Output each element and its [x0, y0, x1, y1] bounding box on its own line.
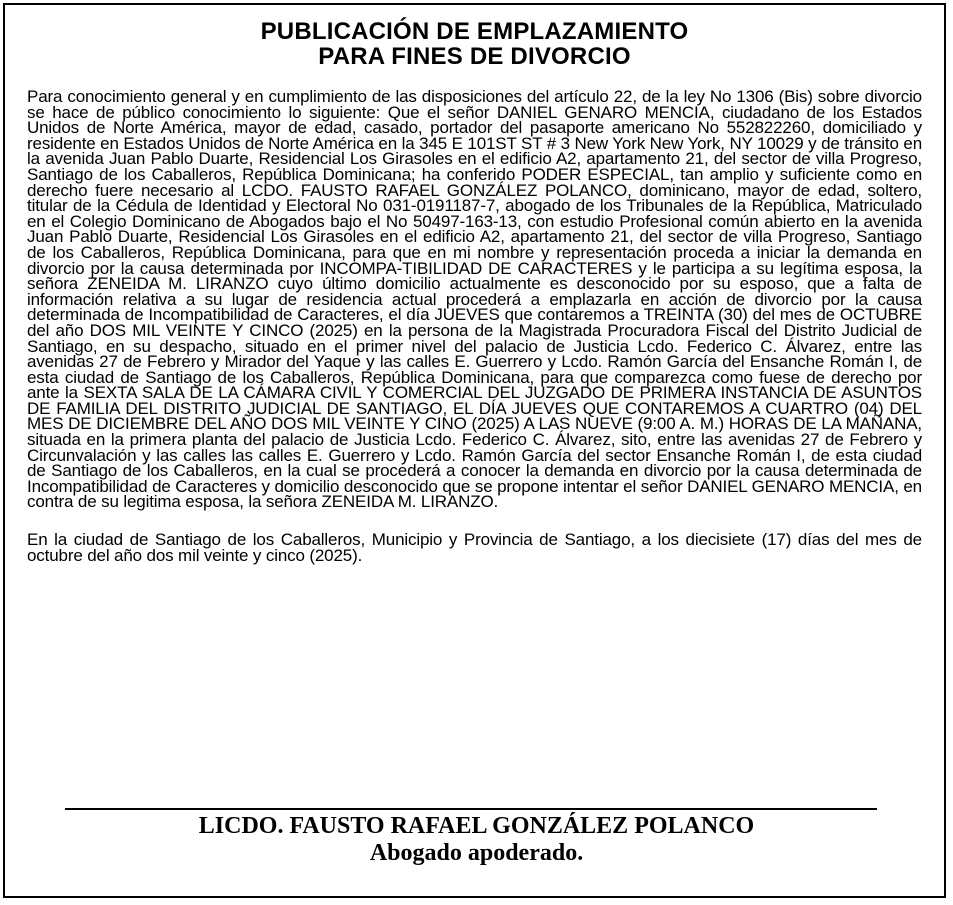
title-line-2: PARA FINES DE DIVORCIO	[318, 43, 631, 70]
signature-block	[0, 813, 953, 867]
notice-closing-paragraph: En la ciudad de Santiago de los Caballeros, Municipio y Provincia de Santiago, a los diecisiete (17) días del mes de octubre del año dos mil veinte y cinco (2025).	[27, 530, 922, 565]
title-line-1: PUBLICACIÓN DE EMPLAZAMIENTO	[260, 18, 689, 45]
signer-role: Abogado apoderado.	[369, 840, 584, 866]
notice-body-paragraph: Para conocimiento general y en cumplimiento de las disposiciones del artículo 22, de la ley No 1306 (Bis) sobre divorcio se hace de público conocimiento lo siguiente: Que el señor DANIEL GENARO MENCIA, ciudadano de los Estados Unidos de Norte América, mayor de edad, casado, portador del pasaporte americano No 552822260, domiciliado y residente en Estados Unidos de Norte América en la 345 E 101ST ST # 3 New York New York, NY 10029 y de tránsito en la avenida Juan Pablo Duarte, Residencial Los Girasoles en el edificio A2, apartamento 21, del sector de villa Progreso, Santiago de los Caballeros, República Dominicana; ha conferido PODER ESPECIAL, tan amplio y suficiente como en derecho fuere necesario al LCDO. FAUSTO RAFAEL GONZÁLEZ POLANCO, dominicano, mayor de edad, soltero, titular de la Cédula de Identidad y Electoral No 031-0191187-7, abogado de los Tribunales de la República, Matriculado en el Colegio Dominicano de Abogados bajo el No 50497-163-13, con estudio Profesional común abierto en la avenida Juan Pablo Duarte, Residencial Los Girasoles en el edificio A2, apartamento 21, del sector de villa Progreso, Santiago de los Caballeros, República Dominicana, para que en mi nombre y representación proceda a iniciar la demanda en divorcio por la causa determinada por INCOMPA-TIBILIDAD DE CARACTERES y le participa a su legítima esposa, la señora ZENEIDA M. LIRANZO cuyo último domicilio actualmente es desconocido por su esposo, que a falta de información relativa a su lugar de residencia actual procederá a emplazarla en acción de divorcio por la causa determinada de Incompatibilidad de Caracteres, el día JUEVES que contaremos a TREINTA (30) del mes de OCTUBRE del año DOS MIL VEINTE Y CINCO (2025) en la persona de la Magistrada Procuradora Fiscal del Distrito Judicial de Santiago, en su despacho, situado en el primer nivel del palacio de Justicia Lcdo. Federico C. Álvarez, entre las avenidas 27 de Febrero y Mirador del Yaque y las calles E. Guerrero y Lcdo. Ramón García del Ensanche Román I, de esta ciudad de Santiago de los Caballeros, República Dominicana, para que comparezca como fuese de derecho por ante la SEXTA SALA DE LA CÁMARA CIVIL Y COMERCIAL DEL JUZGADO DE PRIMERA INSTANCIA DE ASUNTOS DE FAMILIA DEL DISTRITO JUDICIAL DE SANTIAGO, EL DÍA JUEVES QUE CONTAREMOS A CUARTRO (04) DEL MES DE DICIEMBRE DEL AÑO DOS MIL VEINTE Y CINO (2025) A LAS NUEVE (9:00 A. M.) HORAS DE LA MAÑANA, situada en la primera planta del palacio de Justicia Lcdo. Federico C. Álvarez, sito, entre las avenidas 27 de Febrero y Circunvalación y las calles las calles E. Guerrero y Lcdo. Ramón García del sector Ensanche Román I, de esta ciudad de Santiago de los Caballeros, en la cual se procederá a conocer la demanda en divorcio por la causa determinada de Incompatibilidad de Caracteres y domicilio desconocido que se propone intentar el señor DANIEL GENARO MENCIA, en contra de su legitima esposa, la señora ZENEIDA M. LIRANZO.	[27, 87, 922, 512]
signature-line	[65, 808, 877, 810]
signer-name: LICDO. FAUSTO RAFAEL GONZÁLEZ POLANCO	[198, 813, 755, 839]
legal-notice	[3, 3, 946, 898]
notice-title	[5, 19, 944, 69]
